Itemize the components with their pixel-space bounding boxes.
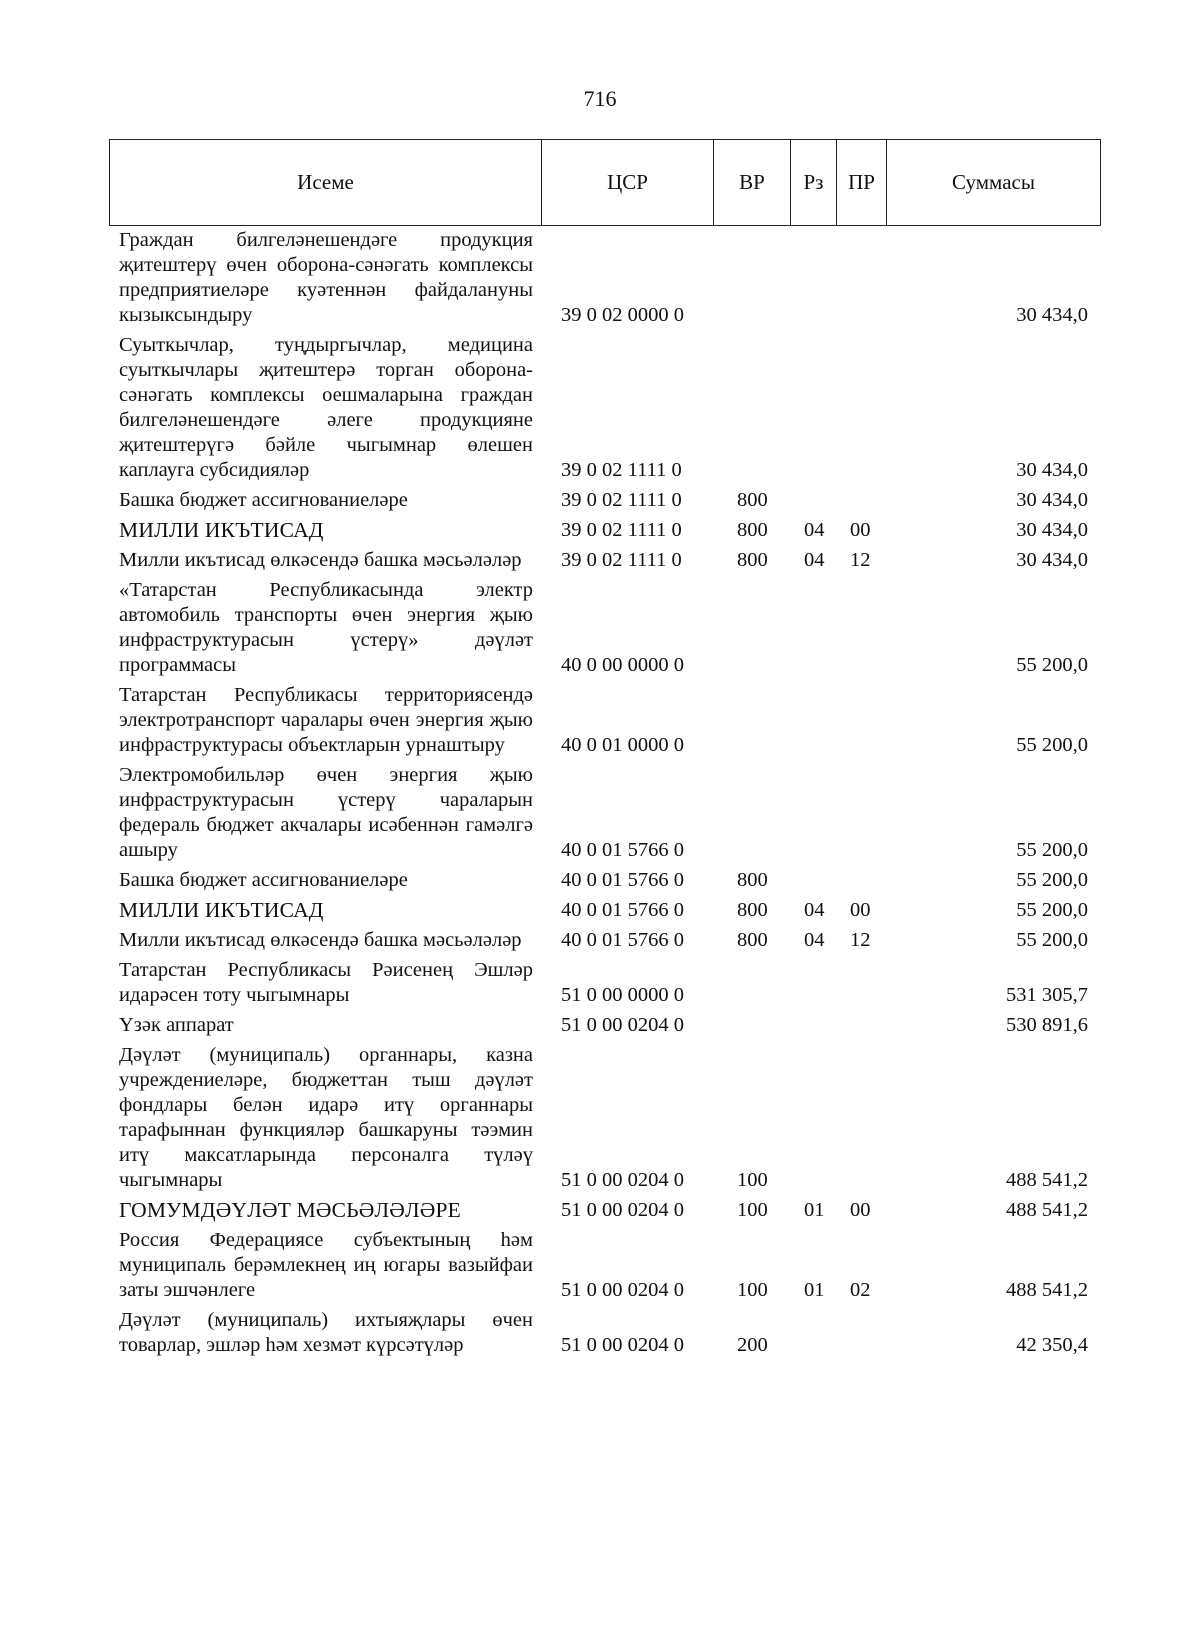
row-rz [790, 868, 836, 898]
row-sum: 42 350,4 [1016, 1334, 1088, 1356]
row-sum: 530 891,6 [1006, 1014, 1088, 1036]
row-sum: 30 434,0 [1016, 304, 1088, 326]
row-vr [713, 763, 790, 868]
row-csr: 51 0 00 0204 0 [561, 1199, 684, 1221]
table-row [109, 1198, 1100, 1228]
row-vr: 800 [737, 929, 768, 951]
row-name: Татарстан Республикасы Рәисенең Эшләр идарәсен тоту чыгымнары [119, 959, 533, 1006]
row-pr [836, 1308, 886, 1363]
table-row [109, 898, 1100, 928]
row-csr: 39 0 02 1111 0 [561, 549, 682, 571]
row-pr [836, 333, 886, 488]
row-rz: 04 [804, 929, 825, 951]
table-row [109, 868, 1100, 898]
row-pr [836, 868, 886, 898]
row-sum: 488 541,2 [1006, 1169, 1088, 1191]
table-row [109, 928, 1100, 958]
row-sum: 55 200,0 [1016, 734, 1088, 756]
header-sum: Суммасы [887, 140, 1101, 226]
row-pr [836, 578, 886, 683]
row-rz [790, 333, 836, 488]
row-rz: 04 [804, 899, 825, 921]
table-row [109, 488, 1100, 518]
row-rz [790, 1013, 836, 1043]
row-name: «Татарстан Республикасында электр автомобиль транспорты өчен энергия җыю инфраструктурасын үстерү» дәүләт программасы [119, 579, 533, 676]
row-pr [836, 228, 886, 333]
row-name: Башка бюджет ассигнованиеләре [119, 489, 408, 511]
row-pr: 12 [850, 929, 871, 951]
table-row [109, 333, 1100, 488]
row-rz [790, 1043, 836, 1198]
row-csr: 40 0 01 0000 0 [561, 734, 684, 756]
row-sum: 30 434,0 [1016, 519, 1088, 541]
table-row [109, 683, 1100, 763]
row-name: Суыткычлар, туңдыргычлар, медицина суыткычлары җитештерә торган оборона-сәнәгать комплексы оешмаларына граждан билгеләнешендәге әлеге продукцияне җитештерүгә бәйле чыгымнар өлешен каплауга субсидияләр [119, 334, 533, 481]
row-csr: 40 0 01 5766 0 [561, 929, 684, 951]
row-csr: 51 0 00 0000 0 [561, 984, 684, 1006]
row-sum: 30 434,0 [1016, 489, 1088, 511]
row-csr: 39 0 02 1111 0 [561, 459, 682, 481]
row-csr: 39 0 02 1111 0 [561, 519, 682, 541]
row-csr: 40 0 01 5766 0 [561, 869, 684, 891]
row-vr: 800 [737, 489, 768, 511]
page-number: 716 [583, 86, 617, 111]
header-rz: Рз [791, 140, 837, 226]
budget-table [109, 228, 1100, 1363]
row-pr: 02 [850, 1279, 871, 1301]
row-csr: 40 0 00 0000 0 [561, 654, 684, 676]
row-csr: 51 0 00 0204 0 [561, 1169, 684, 1191]
row-name: Милли икътисад өлкәсендә башка мәсьәләләр [119, 549, 522, 571]
row-name: ГОМУМДӘҮЛӘТ МӘСЬӘЛӘЛӘРЕ [119, 1198, 461, 1222]
header-csr: ЦСР [542, 140, 714, 226]
table-header [109, 139, 1101, 226]
table-row [109, 578, 1100, 683]
table-row [109, 958, 1100, 1013]
row-vr [713, 683, 790, 763]
header-name: Исеме [110, 140, 542, 226]
row-vr [713, 578, 790, 683]
row-csr: 51 0 00 0204 0 [561, 1334, 684, 1356]
row-sum: 488 541,2 [1006, 1199, 1088, 1221]
row-pr [836, 958, 886, 1013]
row-sum: 30 434,0 [1016, 459, 1088, 481]
header-pr: ПР [837, 140, 887, 226]
row-sum: 488 541,2 [1006, 1279, 1088, 1301]
row-csr: 51 0 00 0204 0 [561, 1014, 684, 1036]
row-vr [713, 958, 790, 1013]
table-row [109, 1043, 1100, 1198]
row-vr: 200 [737, 1334, 768, 1356]
row-vr: 100 [737, 1199, 768, 1221]
row-rz [790, 488, 836, 518]
table-row [109, 1228, 1100, 1308]
row-rz [790, 228, 836, 333]
row-rz: 04 [804, 519, 825, 541]
table-row [109, 1013, 1100, 1043]
row-csr: 39 0 02 1111 0 [561, 489, 682, 511]
row-pr [836, 1043, 886, 1198]
row-rz [790, 1308, 836, 1363]
row-csr: 51 0 00 0204 0 [561, 1279, 684, 1301]
row-vr [713, 1013, 790, 1043]
row-sum: 531 305,7 [1006, 984, 1088, 1006]
row-pr: 12 [850, 549, 871, 571]
row-name: Граждан билгеләнешендәге продукция җитештерү өчен оборона-сәнәгать комплексы предприятиеләре куәтеннән файдалануны кызыксындыру [119, 229, 533, 326]
row-vr: 100 [737, 1279, 768, 1301]
row-csr: 39 0 02 0000 0 [561, 304, 684, 326]
row-rz [790, 958, 836, 1013]
row-pr: 00 [850, 899, 871, 921]
row-vr: 800 [737, 519, 768, 541]
row-sum: 55 200,0 [1016, 654, 1088, 676]
row-vr: 800 [737, 869, 768, 891]
table-row [109, 548, 1100, 578]
row-vr: 800 [737, 549, 768, 571]
row-name: МИЛЛИ ИКЪТИСАД [119, 518, 324, 542]
row-sum: 55 200,0 [1016, 899, 1088, 921]
row-vr: 100 [737, 1169, 768, 1191]
row-name: Россия Федерациясе субъектының һәм муниципаль берәмлекнең иң югары вазыйфаи заты эшчәнлеге [119, 1229, 533, 1301]
row-name: Милли икътисад өлкәсендә башка мәсьәләләр [119, 929, 522, 951]
row-vr: 800 [737, 899, 768, 921]
table-row [109, 228, 1100, 333]
row-pr [836, 683, 886, 763]
row-sum: 55 200,0 [1016, 929, 1088, 951]
row-rz [790, 763, 836, 868]
row-name: Башка бюджет ассигнованиеләре [119, 869, 408, 891]
row-name: МИЛЛИ ИКЪТИСАД [119, 898, 324, 922]
row-rz [790, 683, 836, 763]
row-name: Татарстан Республикасы территориясендә электротранспорт чаралары өчен энергия җыю инфраструктурасы объектларын урнаштыру [119, 684, 533, 756]
row-name: Үзәк аппарат [119, 1014, 234, 1036]
row-pr: 00 [850, 519, 871, 541]
table-row [109, 518, 1100, 548]
table-row [109, 1308, 1100, 1363]
row-pr [836, 1013, 886, 1043]
header-vr: ВР [714, 140, 791, 226]
row-sum: 55 200,0 [1016, 839, 1088, 861]
row-name: Дәүләт (муниципаль) ихтыяҗлары өчен товарлар, эшләр һәм хезмәт күрсәтүләр [119, 1309, 533, 1356]
row-rz: 01 [804, 1279, 825, 1301]
row-csr: 40 0 01 5766 0 [561, 899, 684, 921]
row-rz: 04 [804, 549, 825, 571]
table-row [109, 763, 1100, 868]
row-csr: 40 0 01 5766 0 [561, 839, 684, 861]
row-pr [836, 488, 886, 518]
row-sum: 55 200,0 [1016, 869, 1088, 891]
row-rz: 01 [804, 1199, 825, 1221]
row-pr [836, 763, 886, 868]
row-sum: 30 434,0 [1016, 549, 1088, 571]
row-vr [713, 228, 790, 333]
row-name: Электромобильләр өчен энергия җыю инфраструктурасын үстерү чараларын федераль бюджет акчалары исәбеннән гамәлгә ашыру [119, 764, 533, 861]
row-rz [790, 578, 836, 683]
row-pr: 00 [850, 1199, 871, 1221]
row-vr [713, 333, 790, 488]
row-name: Дәүләт (муниципаль) органнары, казна учреждениеләре, бюджеттан тыш дәүләт фондлары белән идарә итү органнары тарафыннан функцияләр башкаруны тәэмин итү максатларында персоналга түләү чыгымнары [119, 1044, 533, 1191]
